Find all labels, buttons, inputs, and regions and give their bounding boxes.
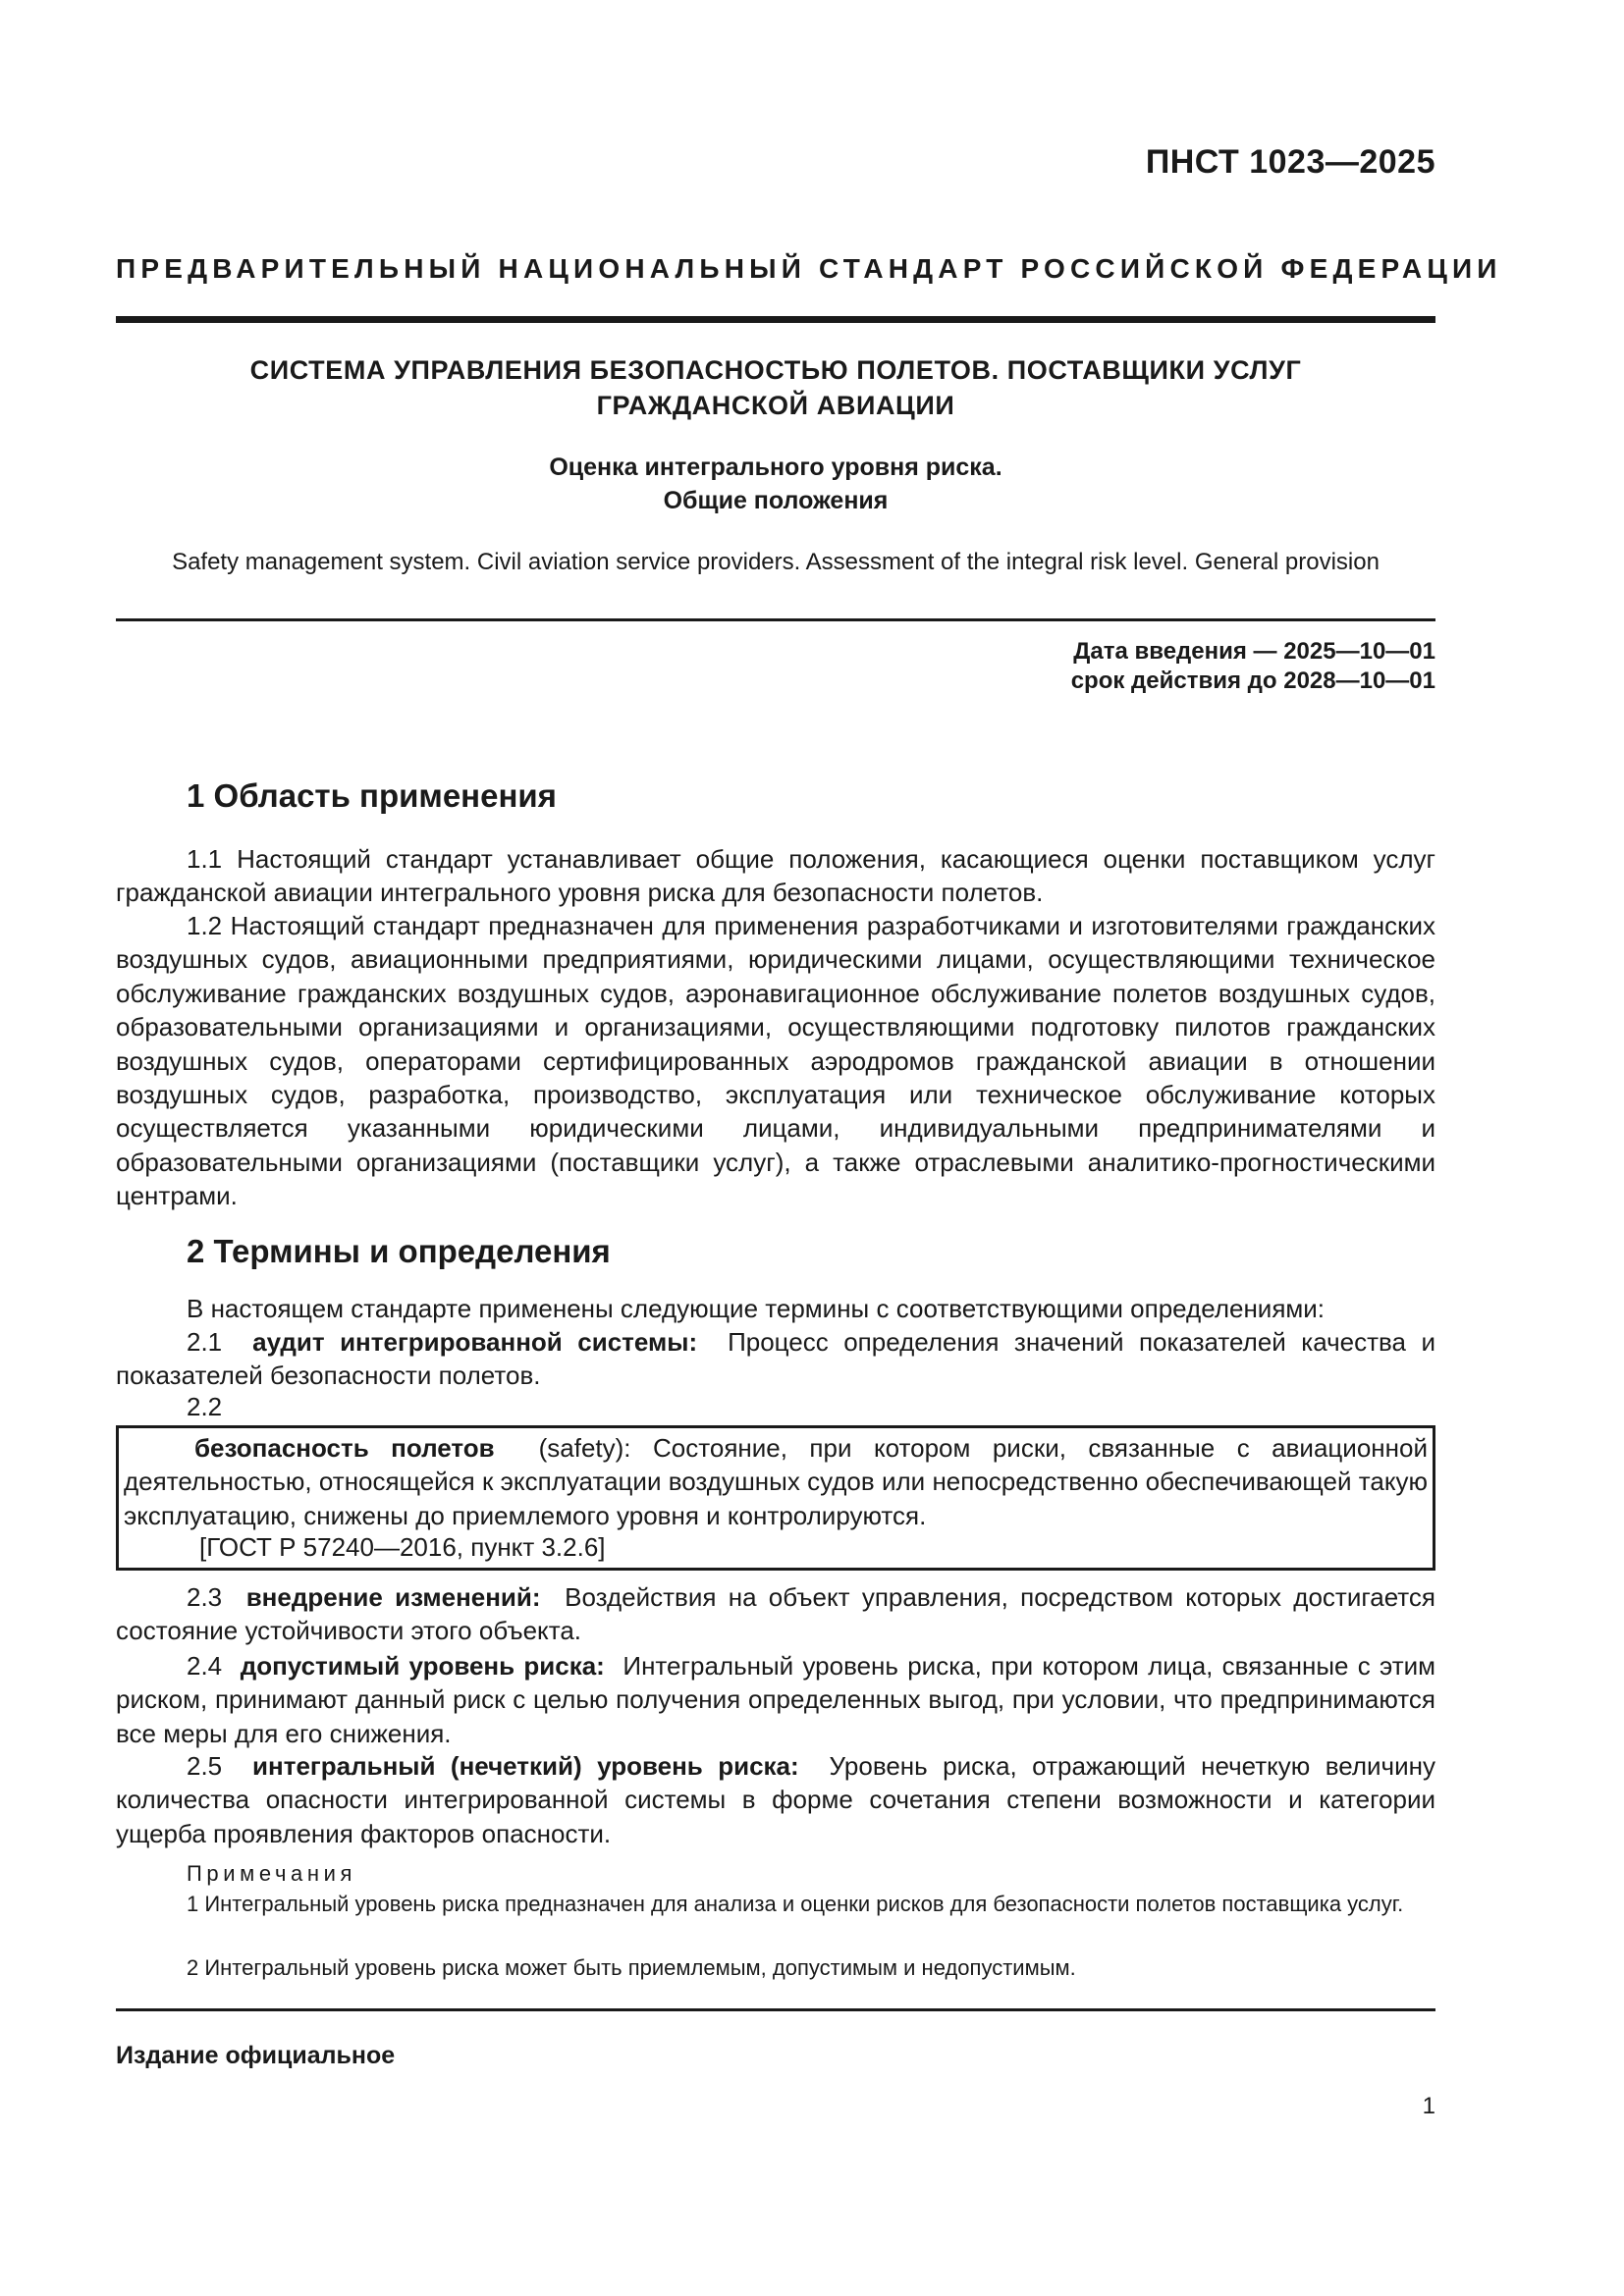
standard-type-heading: ПРЕДВАРИТЕЛЬНЫЙ НАЦИОНАЛЬНЫЙ СТАНДАРТ РОССИЙСКОЙ ФЕДЕРАЦИИ bbox=[116, 253, 1502, 284]
term-name: внедрение изменений: bbox=[245, 1582, 541, 1612]
validity-date: срок действия до 2028—10—01 bbox=[1070, 667, 1435, 694]
term-definition: Процесс определения значений показателей качества и показателей безопасности полетов. bbox=[116, 1327, 1435, 1391]
term-definition: Состояние, при котором риски, связанные с авиационной деятельностью, относящейся к эксплуатации воздушных судов или непосредственно обеспечивающей такую эксплуатацию, снижены до приемлемого уровня и контролируются. bbox=[124, 1433, 1428, 1530]
header-rule bbox=[116, 316, 1435, 323]
term-number: 2.5 bbox=[187, 1751, 223, 1781]
note-2: 2 Интегральный уровень риска может быть приемлемым, допустимым и недопустимым. bbox=[187, 1955, 1076, 1980]
term-source-reference: [ГОСТ Р 57240—2016, пункт 3.2.6] bbox=[199, 1532, 606, 1562]
term-2-5 bbox=[116, 1749, 1435, 1850]
document-code: ПНСТ 1023—2025 bbox=[1145, 143, 1435, 181]
term-2-3 bbox=[116, 1580, 1435, 1648]
section-2-title: 2 Термины и определения bbox=[187, 1233, 611, 1269]
term-english: (safety): bbox=[538, 1433, 631, 1463]
term-name: интегральный (нечеткий) уровень риска: bbox=[252, 1751, 799, 1781]
notes-heading: Примечания bbox=[187, 1861, 357, 1886]
title-line-2: ГРАЖДАНСКОЙ АВИАЦИИ bbox=[596, 391, 955, 420]
section-1-title: 1 Область применения bbox=[187, 777, 557, 814]
title-rule bbox=[116, 618, 1435, 621]
term-name: аудит интегрированной системы: bbox=[252, 1327, 698, 1357]
subtitle-line-1: Оценка интегрального уровня риска. bbox=[549, 454, 1002, 481]
paragraph-1-2: 1.2 Настоящий стандарт предназначен для применения разработчиками и изготовителями гражданских воздушных судов, авиационными предприятиями, юридическими лицами, осуществляющими техническое обслуживание гражданских воздушных судов, аэронавигационное обслуживание полетов воздушных судов, образовательными организациями и организациями, осуществляющими подготовку пилотов гражданских воздушных судов, операторами сертифицированных аэродромов гражданской авиации в отношении воздушных судов, разработка, производство, эксплуатация или техническое обслуживание которых осуществляется указанными юридическими лицами, индивидуальными предпринимателями и образовательными организациями (поставщики услуг), а также отраслевыми аналитико-прогностическими центрами. bbox=[116, 911, 1435, 1211]
english-title: Safety management system. Civil aviation service providers. Assessment of the integral risk level. General provision bbox=[172, 549, 1380, 575]
term-2-2-number: 2.2 bbox=[187, 1392, 223, 1421]
title-line-1: СИСТЕМА УПРАВЛЕНИЯ БЕЗОПАСНОСТЬЮ ПОЛЕТОВ. ПОСТАВЩИКИ УСЛУГ bbox=[249, 355, 1302, 385]
definition-box bbox=[116, 1425, 1435, 1571]
footer-rule bbox=[116, 2008, 1435, 2011]
term-number: 2.1 bbox=[187, 1327, 223, 1357]
term-2-2 bbox=[119, 1431, 1433, 1532]
term-number: 2.4 bbox=[187, 1651, 223, 1681]
note-1: 1 Интегральный уровень риска предназначен для анализа и оценки рисков для безопасности полетов поставщика услуг. bbox=[187, 1892, 1404, 1916]
page-number: 1 bbox=[1422, 2093, 1435, 2119]
term-name: безопасность полетов bbox=[194, 1433, 495, 1463]
section-2-intro: В настоящем стандарте применены следующие термины с соответствующими определениями: bbox=[187, 1294, 1326, 1323]
term-definition: Воздействия на объект управления, посредством которых достигается состояние устойчивости этого объекта. bbox=[116, 1582, 1436, 1646]
term-definition: Интегральный уровень риска, при котором лица, связанные с этим риском, принимают данный риск с целью получения определенных выгод, при условии, что предпринимаются все меры для его снижения. bbox=[116, 1651, 1436, 1748]
paragraph-1-1: 1.1 Настоящий стандарт устанавливает общие положения, касающиеся оценки поставщиком услуг гражданской авиации интегрального уровня риска для безопасности полетов. bbox=[116, 844, 1435, 908]
term-definition: Уровень риска, отражающий нечеткую величину количества опасности интегрированной системы в форме сочетания степени возможности и категории ущерба проявления факторов опасности. bbox=[116, 1751, 1435, 1848]
subtitle-line-2: Общие положения bbox=[663, 487, 889, 514]
term-2-1 bbox=[116, 1325, 1435, 1393]
term-number: 2.3 bbox=[187, 1582, 223, 1612]
term-2-4 bbox=[116, 1649, 1435, 1750]
official-edition-label: Издание официальное bbox=[116, 2042, 396, 2069]
term-name: допустимый уровень риска: bbox=[240, 1651, 605, 1681]
introduction-date: Дата введения — 2025—10—01 bbox=[1073, 638, 1435, 665]
